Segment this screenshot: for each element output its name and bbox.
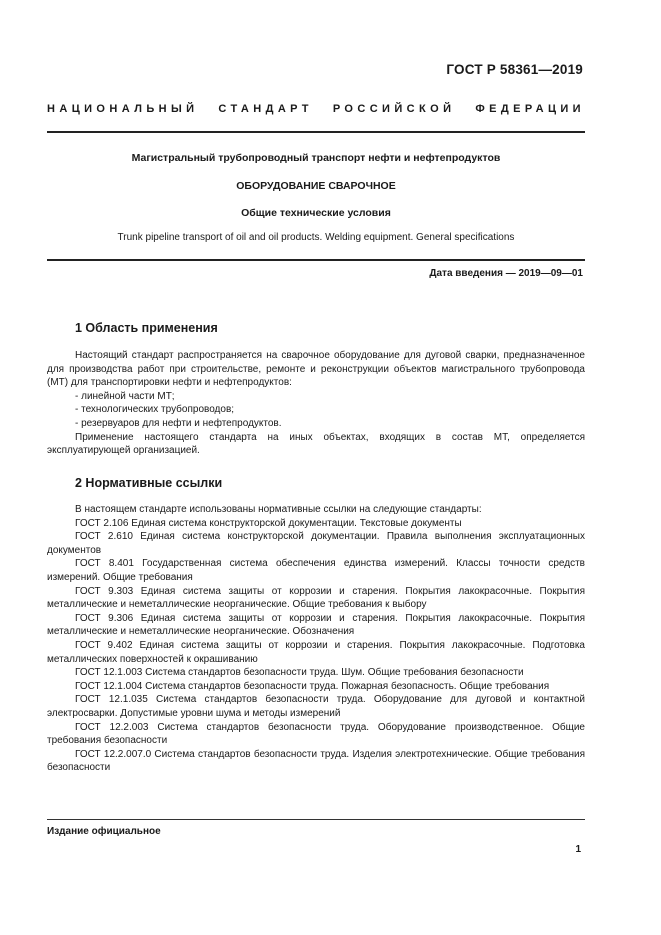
gost-code: ГОСТ Р 58361—2019 [446, 62, 583, 77]
list-item: - резервуаров для нефти и нефтепродуктов. [75, 417, 282, 429]
list-item: - технологических трубопроводов; [75, 404, 235, 416]
reference-item: ГОСТ 12.2.003 Система стандартов безопасности труда. Оборудование производственное. Общие требования безопасности [47, 721, 585, 747]
section-1-body [47, 349, 585, 458]
title-line1: Магистральный трубопроводный транспорт нефти и нефтепродуктов [131, 152, 501, 164]
page-number: 1 [575, 844, 581, 855]
reference-item: ГОСТ 12.1.003 Система стандартов безопасности труда. Шум. Общие требования безопасности [75, 667, 524, 679]
reference-item: ГОСТ 9.306 Единая система защиты от коррозии и старения. Покрытия лакокрасочные. Покрытия металлические и неметаллические неорганические. Обозначения [47, 612, 585, 638]
title-sub: Общие технические условия [241, 207, 391, 219]
reference-item: ГОСТ 9.402 Единая система защиты от коррозии и старения. Покрытия лакокрасочные. Подготовка металлических поверхностей к окрашиванию [47, 639, 585, 665]
reference-item: ГОСТ 2.610 Единая система конструкторской документации. Правила выполнения эксплуатационных документов [47, 531, 585, 556]
section-1-heading: 1 Область применения [75, 321, 218, 335]
reference-item: ГОСТ 12.1.004 Система стандартов безопасности труда. Пожарная безопасность. Общие требования [75, 680, 550, 692]
list-item: - линейной части МТ; [75, 390, 175, 402]
reference-item: ГОСТ 12.2.007.0 Система стандартов безопасности труда. Изделия электротехнические. Общие требования безопасности [47, 748, 585, 774]
reference-item: ГОСТ 8.401 Государственная система обеспечения единства измерений. Классы точности средств измерений. Общие требования [47, 558, 585, 583]
official-edition-label: Издание официальное [47, 826, 161, 837]
section-2-heading: 2 Нормативные ссылки [75, 476, 223, 490]
section-1-paragraph: Применение настоящего стандарта на иных объектах, входящих в состав МТ, определяется эксплуатирующей организацией. [47, 431, 585, 457]
title-main: ОБОРУДОВАНИЕ СВАРОЧНОЕ [236, 180, 396, 192]
title-english: Trunk pipeline transport of oil and oil products. Welding equipment. General specifications [117, 232, 515, 243]
section-1-paragraph: Настоящий стандарт распространяется на сварочное оборудование для дуговой сварки, предназначенное для производства работ при строительстве, ремонте и реконструкции объектов магистрального трубопровода (МТ) для транспортировки нефти и нефтепродуктов: [47, 350, 585, 389]
section-2-intro: В настоящем стандарте использованы нормативные ссылки на следующие стандарты: [75, 504, 482, 515]
section-2-body [47, 503, 585, 775]
reference-item: ГОСТ 2.106 Единая система конструкторской документации. Текстовые документы [75, 517, 462, 529]
footer-divider [47, 819, 585, 820]
introduction-date: Дата введения — 2019—09—01 [429, 268, 583, 279]
reference-item: ГОСТ 9.303 Единая система защиты от коррозии и старения. Покрытия лакокрасочные. Покрытия металлические и неметаллические неорганические. Общие требования к выбору [47, 585, 585, 611]
national-standard-banner: НАЦИОНАЛЬНЫЙ СТАНДАРТ РОССИЙСКОЙ ФЕДЕРАЦИИ [47, 103, 585, 115]
top-divider [47, 131, 585, 133]
middle-divider [47, 259, 585, 261]
reference-item: ГОСТ 12.1.035 Система стандартов безопасности труда. Оборудование для дуговой и контактной электросварки. Допустимые уровни шума и методы измерений [47, 694, 585, 719]
